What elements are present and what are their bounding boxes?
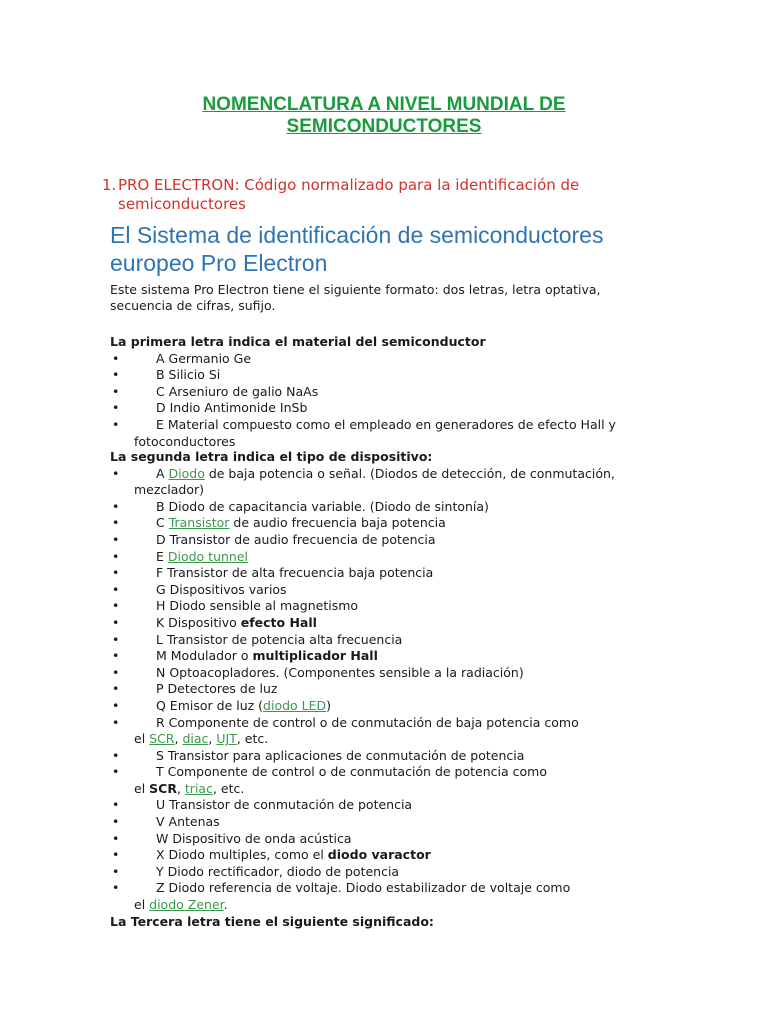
list-item: • F Transistor de alta frecuencia baja potencia	[112, 565, 434, 581]
section-number: 1.	[102, 176, 117, 194]
second-letter-section	[110, 449, 670, 930]
bullet-icon: •	[112, 350, 120, 366]
link-diodo-tunnel[interactable]: Diodo tunnel	[167, 548, 249, 564]
list-item: • Q Emisor de luz (diodo LED)	[112, 697, 332, 713]
list-item: • L Transistor de potencia alta frecuencia	[112, 631, 403, 647]
list-item: • C Transistor de audio frecuencia baja potencia	[112, 515, 446, 531]
link-diodo-led[interactable]: diodo LED	[263, 697, 327, 713]
bullet-icon: •	[112, 830, 120, 846]
list-item: • N Optoacopladores. (Componentes sensible a la radiación)	[112, 664, 524, 680]
list-item: • Y Diodo rectificador, diodo de potencia	[112, 863, 400, 879]
bullet-icon: •	[112, 814, 120, 830]
bullet-icon: •	[112, 531, 120, 547]
third-letter-heading: La Tercera letra tiene el siguiente significado:	[110, 913, 434, 929]
bullet-icon: •	[112, 681, 120, 697]
first-letter-section	[110, 334, 670, 450]
bullet-icon: •	[112, 664, 120, 680]
bullet-icon: •	[112, 400, 120, 416]
link-transistor[interactable]: Transistor	[168, 515, 230, 531]
bullet-icon: •	[112, 367, 120, 383]
list-item: • G Dispositivos varios	[112, 581, 287, 597]
list-item: • H Diodo sensible al magnetismo	[112, 598, 359, 614]
list-item: • B Silicio Si	[112, 367, 221, 383]
list-item: • M Modulador o multiplicador Hall	[112, 648, 378, 664]
link-diodo-zener[interactable]: diodo Zener	[149, 897, 224, 913]
bullet-icon: •	[112, 847, 120, 863]
bullet-icon: •	[112, 581, 120, 597]
bullet-icon: •	[112, 631, 120, 647]
link-triac[interactable]: triac	[184, 780, 213, 796]
bullet-icon: •	[112, 863, 120, 879]
intro-line1: Este sistema Pro Electron tiene el siguiente formato: dos letras, letra optativa,	[110, 282, 601, 297]
link-diodo[interactable]: Diodo	[168, 465, 205, 481]
bullet-icon: •	[112, 614, 120, 630]
list-item: • C Arseniuro de galio NaAs	[112, 383, 319, 399]
list-item: • E Diodo tunnel	[112, 548, 249, 564]
list-item: • E Material compuesto como el empleado en generadores de efecto Hall y fotoconductores	[112, 416, 616, 449]
bullet-icon: •	[112, 515, 120, 531]
bullet-icon: •	[112, 548, 120, 564]
bullet-icon: •	[112, 465, 120, 481]
intro-paragraph	[110, 282, 690, 314]
system-title-line1: El Sistema de identificación de semiconductores	[110, 222, 604, 248]
list-item: • U Transistor de conmutación de potencia	[112, 797, 413, 813]
list-item: • A Diodo de baja potencia o señal. (Diodos de detección, de conmutación, mezclador)	[112, 465, 615, 498]
bullet-icon: •	[112, 880, 120, 896]
link-diac[interactable]: diac	[182, 731, 209, 747]
link-ujt[interactable]: UJT	[216, 731, 237, 747]
first-letter-heading: La primera letra indica el material del semiconductor	[110, 334, 486, 349]
bullet-icon: •	[112, 697, 120, 713]
list-item: • T Componente de control o de conmutación de potencia como el SCR, triac, etc.	[112, 764, 547, 796]
second-letter-heading: La segunda letra indica el tipo de dispositivo:	[110, 449, 433, 464]
bullet-icon: •	[112, 714, 120, 730]
list-item: • D Indio Antimonide InSb	[112, 400, 308, 416]
list-item: • K Dispositivo efecto Hall	[112, 614, 317, 630]
bullet-icon: •	[112, 565, 120, 581]
bullet-icon: •	[112, 797, 120, 813]
list-item: • Z Diodo referencia de voltaje. Diodo estabilizador de voltaje como el diodo Zener.	[112, 880, 571, 913]
intro-line2: secuencia de cifras, sufijo.	[110, 298, 276, 313]
list-item: • W Dispositivo de onda acústica	[112, 830, 352, 846]
section-heading-line1: PRO ELECTRON: Código normalizado para la identificación de	[118, 176, 580, 194]
list-item: • B Diodo de capacitancia variable. (Diodo de sintonía)	[112, 498, 489, 514]
list-item: • X Diodo multiples, como el diodo varactor	[112, 847, 431, 863]
list-item: • R Componente de control o de conmutación de baja potencia como el SCR, diac, UJT, etc.	[112, 714, 579, 747]
list-item: • S Transistor para aplicaciones de conmutación de potencia	[112, 747, 525, 763]
bullet-icon: •	[112, 598, 120, 614]
list-item: • V Antenas	[112, 814, 220, 830]
list-item: • A Germanio Ge	[112, 350, 252, 366]
page-title-line1: NOMENCLATURA A NIVEL MUNDIAL DE	[202, 94, 566, 115]
page-title-line2: SEMICONDUCTORES	[286, 116, 482, 137]
bullet-icon: •	[112, 416, 120, 432]
system-title	[110, 221, 710, 277]
list-item: • P Detectores de luz	[112, 681, 278, 697]
bullet-icon: •	[112, 383, 120, 399]
section-heading-line2: semiconductores	[118, 195, 246, 213]
bullet-icon: •	[112, 648, 120, 664]
page-title	[0, 94, 768, 138]
section-heading	[102, 176, 658, 214]
bullet-icon: •	[112, 747, 120, 763]
system-title-line2: europeo Pro Electron	[110, 250, 328, 276]
bullet-icon: •	[112, 764, 120, 780]
bullet-icon: •	[112, 498, 120, 514]
list-item: • D Transistor de audio frecuencia de potencia	[112, 531, 436, 547]
link-scr[interactable]: SCR	[149, 731, 175, 747]
